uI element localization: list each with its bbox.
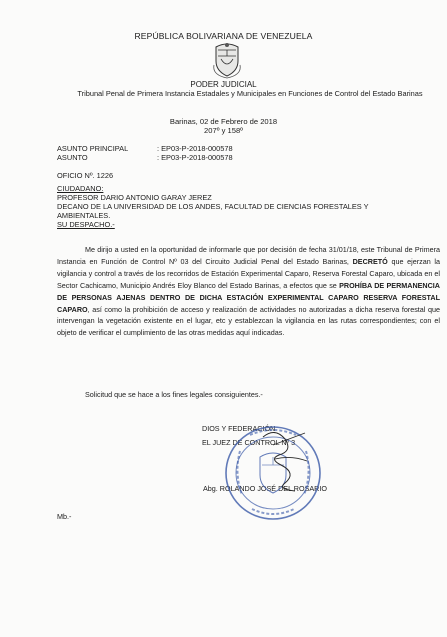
recipient-salutation: CIUDADANO: xyxy=(57,184,104,193)
body-decree: DECRETÓ xyxy=(352,256,388,266)
ref-value: : EP03-P-2018-000578 xyxy=(157,144,233,153)
tribunal-heading: Tribunal Penal de Primera Instancia Estadales y Municipales en Funciones de Control del Estado Barinas xyxy=(77,89,423,98)
body-text: que ejerzan la vigilancia y control a través de los recorridos de Estación Experimental Caparo, Reserva Forestal Caparo, ubicada en el Sector Cachicamo, Municipio Andrés Eloy Blanco del Estado Barinas, a efectos que se xyxy=(57,256,440,290)
institution-heading: PODER JUDICIAL xyxy=(190,80,257,89)
ref-label: ASUNTO PRINCIPAL xyxy=(57,144,129,153)
signature-role: EL JUEZ DE CONTROL Nº 3 xyxy=(202,438,296,447)
country-heading: REPÚBLICA BOLIVARIANA DE VENEZUELA xyxy=(134,31,313,41)
recipient-title-line2: AMBIENTALES. xyxy=(57,211,111,220)
footer-initials: Mb.- xyxy=(57,512,72,521)
body-text: Me dirijo a usted en la oportunidad de informarle que por decisión de fecha 31/01/18, este Tribunal de Primera Instancia en Función de Control Nº 03 del Circuito Judicial Penal del Estado Barinas, xyxy=(57,245,440,266)
ref-label: ASUNTO xyxy=(57,153,88,162)
body-paragraph xyxy=(57,244,440,339)
recipient-despacho: SU DESPACHO.- xyxy=(57,220,115,229)
oficio-number: OFICIO Nº. 1226 xyxy=(57,171,114,180)
document-years: 207º y 158º xyxy=(204,126,243,135)
recipient-name: PROFESOR DARIO ANTONIO GARAY JEREZ xyxy=(57,193,212,202)
body-prohibition: PROHÍBA DE PERMANENCIA DE PERSONAS AJENAS DENTRO DE DICHA ESTACIÓN EXPERIMENTAL CAPARO RESERVA FORESTAL CAPARO xyxy=(57,280,440,314)
body-text: , así como la prohibición de acceso y realización de actividades no autorizadas a dicha reserva forestal que intervengan la vegetación existente en el lugar, etc y establezcan la vigilancia en las rutas correspondientes; con el objeto de verificar el cumplimiento de las otras medidas aquí indicadas. xyxy=(57,304,440,338)
letter-body xyxy=(57,244,440,339)
recipient-title-line1: DECANO DE LA UNIVERSIDAD DE LOS ANDES, FACULTAD DE CIENCIAS FORESTALES Y xyxy=(57,202,369,211)
ref-value: : EP03-P-2018-000578 xyxy=(157,153,233,162)
ref-row-principal xyxy=(57,144,233,153)
handwritten-signature xyxy=(255,425,315,495)
closing-line: Solicitud que se hace a los fines legales consiguientes.- xyxy=(85,390,263,399)
signature-motto: DIOS Y FEDERACIÓN xyxy=(202,424,276,433)
document-date: Barinas, 02 de Febrero de 2018 xyxy=(169,117,278,126)
coat-of-arms-icon xyxy=(212,41,242,79)
ref-row-asunto xyxy=(57,153,233,162)
signature-name: Abg. ROLANDO JOSÉ DEL ROSARIO xyxy=(203,484,327,493)
